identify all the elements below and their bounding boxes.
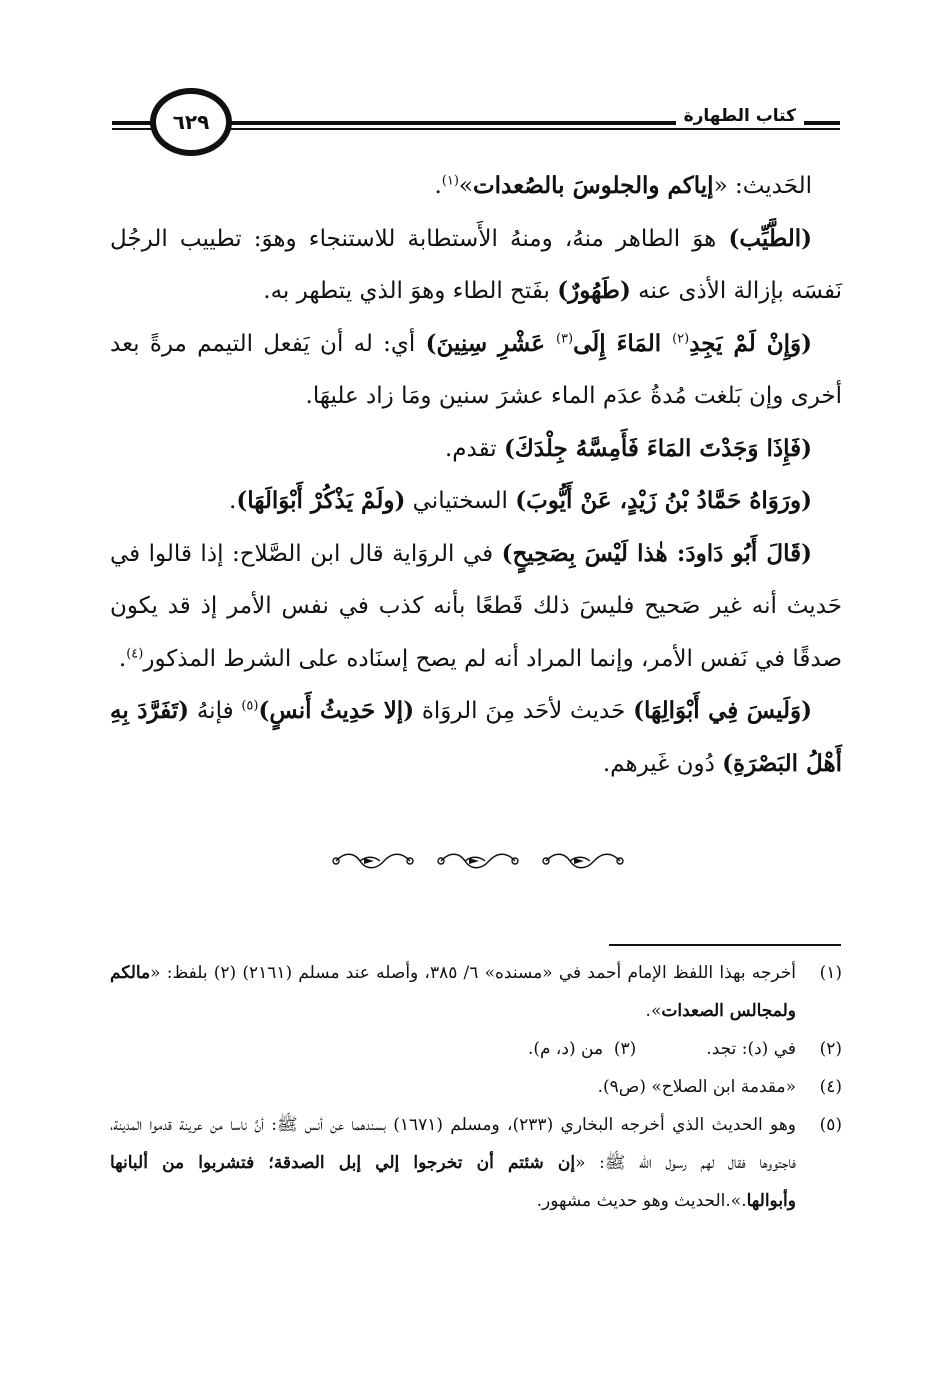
paragraph-3	[110, 318, 842, 423]
footnote-ref-1[interactable]: (١)	[441, 173, 459, 189]
footnote-4	[110, 1068, 842, 1106]
paragraph-4	[110, 423, 842, 476]
footnote-3-text: من (د، م).	[527, 1039, 604, 1059]
footnote-quote: مالكم ولمجالس الصعدات	[110, 963, 796, 1021]
ornament-divider-icon	[330, 846, 630, 876]
footnote-3	[528, 1030, 636, 1068]
footnote-ref-2[interactable]: (٢)	[672, 330, 690, 346]
footnote-text: .».الحديث وهو حديث مشهور.	[536, 1191, 747, 1211]
main-text	[110, 160, 842, 790]
text-run: دُون غَيرهم.	[602, 750, 723, 777]
text-run: بفَتح الطاء وهوَ الذي يتطهر به.	[263, 278, 558, 304]
footnote-ref-4[interactable]: (٤)	[126, 645, 144, 661]
page-number-badge	[150, 88, 232, 156]
footnote-number: (٤)	[819, 1077, 842, 1097]
text-run: .	[118, 645, 127, 672]
footnote-text: وهو الحديث الذي أخرجه البخاري (٢٣٣)، ومسلم (١٦٧١) بسندهما عن أنس ﷺ: أنَّ ناسا من عرينة قدموا المدينة، فاجتووها فقال لهم رسول الله ﷺ: «	[110, 1115, 797, 1173]
page-header	[112, 88, 840, 168]
footnote-text: ».	[645, 1001, 662, 1021]
footnote-text: «مقدمة ابن الصلاح» (ص٩).	[597, 1077, 796, 1097]
text-run: السختياني	[405, 488, 516, 514]
footnote-number: (٣)	[613, 1039, 637, 1059]
lemma: (الطَّيِّب)	[728, 224, 812, 252]
lemma: عَشْرِ سِنِينَ)	[425, 329, 556, 357]
footnote-quote: إن شئتم أن تخرجوا إلي إبل الصدقة؛ فتشربوا من ألبانها وأبوالها	[110, 1153, 796, 1211]
lemma: المَاءَ إِلَى	[573, 329, 673, 357]
footnote-number: (٢)	[819, 1039, 842, 1059]
footnote-number: (١)	[819, 963, 842, 983]
text-run: هوَ الطاهر منهُ، ومنهُ الأَستطابة للاستنجاء وهوَ: تطييب الرجُل نَفسَه بإزالة الأذى عنه	[110, 225, 842, 304]
lemma: (ولَمْ يَذْكُرْ أَبْوَالَهَا)	[236, 487, 406, 514]
text-run: »	[458, 173, 473, 199]
footnote-2-text: في (د): تجد.	[706, 1039, 796, 1059]
paragraph-6	[110, 528, 842, 686]
text-run: فإنهُ	[189, 698, 242, 724]
text-run: في الروَاية قال ابن الصَّلاح: إذا قالوا في حَديث أنه غير صَحيح فليسَ ذلك قَطعًا بأنه كذب في نفس الأمر إذ قد يكون صدقًا في نَفس الأمر، وإنما المراد أنه لم يصح إسنَاده على الشرط المذكور	[110, 540, 842, 672]
running-title: كتاب الطهارة	[676, 106, 804, 126]
page-number: ٦٢٩	[172, 110, 210, 134]
lemma: (قَالَ أَبُو دَاودَ: هٰذا لَيْسَ بِصَحِيحٍ)	[501, 539, 812, 567]
footnote-2-3-row	[110, 1030, 842, 1068]
footnote-text: أخرجه بهذا اللفظ الإمام أحمد في «مسنده» ٦/ ٣٨٥، وأصله عند مسلم (٢١٦١) (٢) بلفظ: «	[150, 963, 796, 983]
paragraph-5	[110, 475, 842, 528]
lemma: (تَفَرَّدَ بِهِ أَهْلُ البَصْرَةِ)	[110, 697, 842, 777]
footnote-1	[110, 954, 842, 1030]
footnote-ref-5[interactable]: (٥)	[241, 698, 259, 714]
footnotes	[110, 954, 842, 1220]
footnote-number: (٥)	[819, 1115, 842, 1135]
lemma: (طَهُورٌ)	[557, 277, 631, 304]
lemma: (فَإِذَا وَجَدْتَ المَاءَ فَأَمِسَّهُ جِلْدَكَ)	[503, 434, 812, 462]
text-run: أي: له أن يَفعل التيمم مرةً بعد أخرى وإن بَلغت مُدةُ عدَم الماء عشرَ سنين ومَا زاد عليهَا.	[110, 330, 842, 409]
text-run: تقدم.	[444, 435, 504, 462]
lemma: (وَلَيسَ فِي أَبْوَالِهَا)	[633, 697, 813, 724]
paragraph-2	[110, 213, 842, 318]
footnote-5	[110, 1106, 842, 1220]
lemma: (ورَوَاهُ حَمَّادُ بْنُ زَيْدٍ، عَنْ أَيُّوبَ)	[515, 487, 812, 514]
text-run: الحَديث: «	[713, 173, 812, 199]
text-run: حَديث لأحَد مِنَ الروَاة	[414, 698, 634, 724]
lemma: (إلا حَدِيثُ أَنسٍ)	[258, 697, 415, 724]
text-run: .	[229, 488, 237, 514]
footnote-ref-3[interactable]: (٣)	[555, 330, 574, 346]
hadith-quote: إياكم والجلوسَ بالصُعدات	[472, 172, 714, 199]
text-run: .	[434, 173, 442, 199]
lemma: (وَإِنْ لَمْ يَجِدِ	[689, 329, 812, 357]
footnote-separator	[609, 944, 841, 946]
paragraph-7	[110, 685, 842, 790]
paragraph-1	[110, 160, 842, 213]
